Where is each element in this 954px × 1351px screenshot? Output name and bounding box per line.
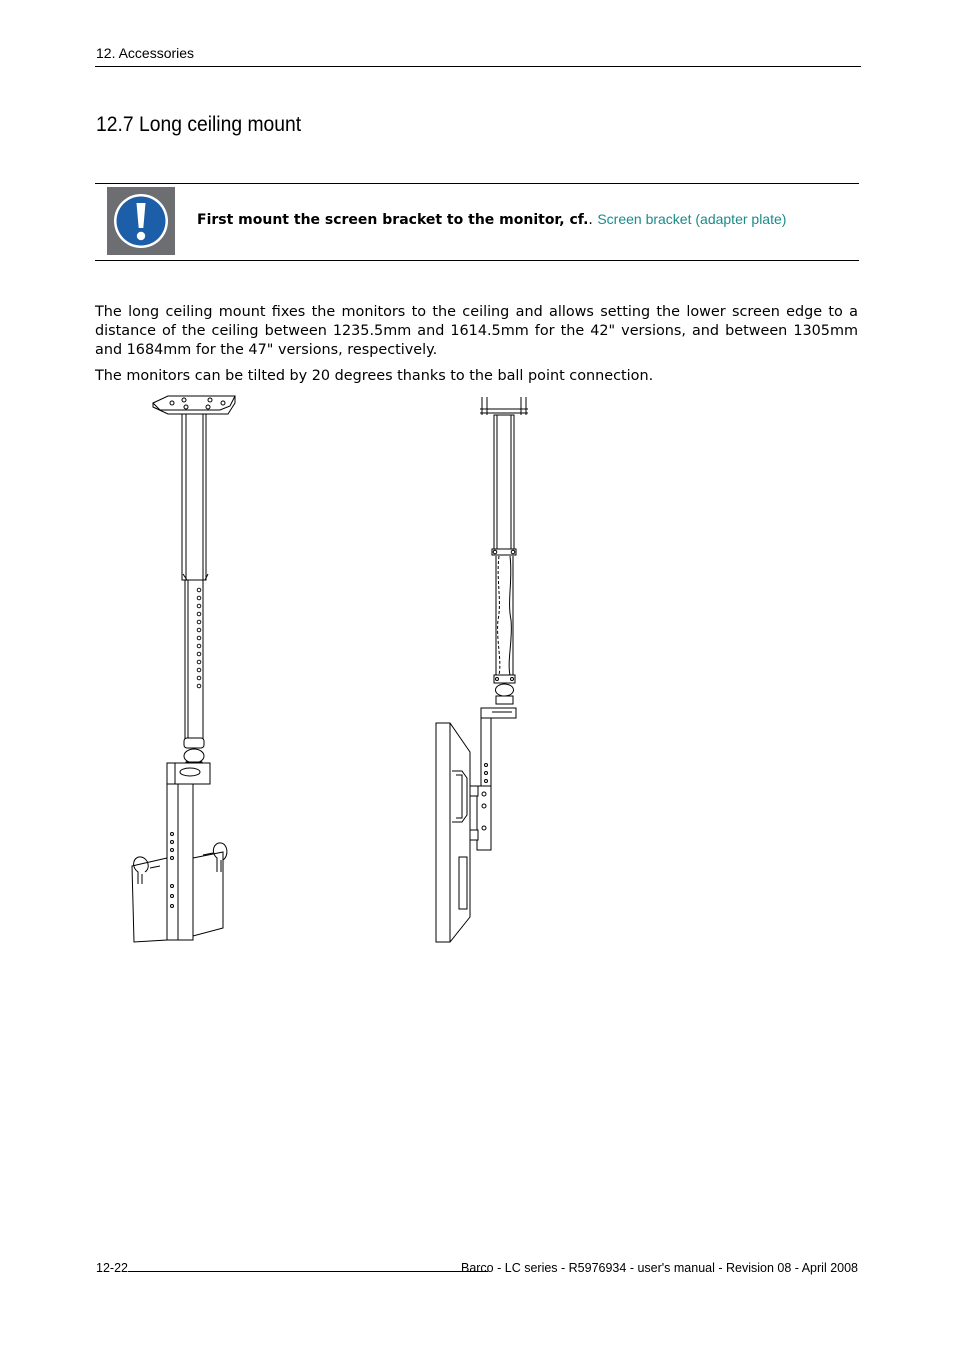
chapter-heading: 12. Accessories xyxy=(96,45,195,61)
screen-bracket-link[interactable]: Screen bracket (adapter plate) xyxy=(597,211,787,227)
header-divider xyxy=(95,66,861,67)
note-separator: . xyxy=(588,212,598,228)
note-top-divider xyxy=(95,183,859,184)
body-paragraph-2: The monitors can be tilted by 20 degrees thanks to the ball point connection. xyxy=(95,368,654,384)
note-icon-container xyxy=(107,187,175,255)
ceiling-mount-illustration xyxy=(120,390,540,950)
front-view-mount xyxy=(132,396,235,942)
note-bottom-divider xyxy=(95,260,859,261)
document-info: Barco - LC series - R5976934 - user's manual - Revision 08 - April 2008 xyxy=(460,1261,858,1275)
page-number: 12-22 xyxy=(96,1261,128,1275)
exclamation-icon xyxy=(112,192,170,250)
note-message xyxy=(197,211,786,228)
footer-divider xyxy=(128,1271,488,1272)
note-bold-text: First mount the screen bracket to the monitor, cf. xyxy=(197,212,589,228)
side-view-mount xyxy=(436,397,528,942)
section-title: 12.7 Long ceiling mount xyxy=(96,113,302,136)
body-paragraph-1: The long ceiling mount fixes the monitors to the ceiling and allows setting the lower screen edge to a distance of the ceiling between 1235.5mm and 1614.5mm for the 42" versions, and between 1305mm and 1684mm for the 47" versions, respectively. xyxy=(95,304,858,358)
